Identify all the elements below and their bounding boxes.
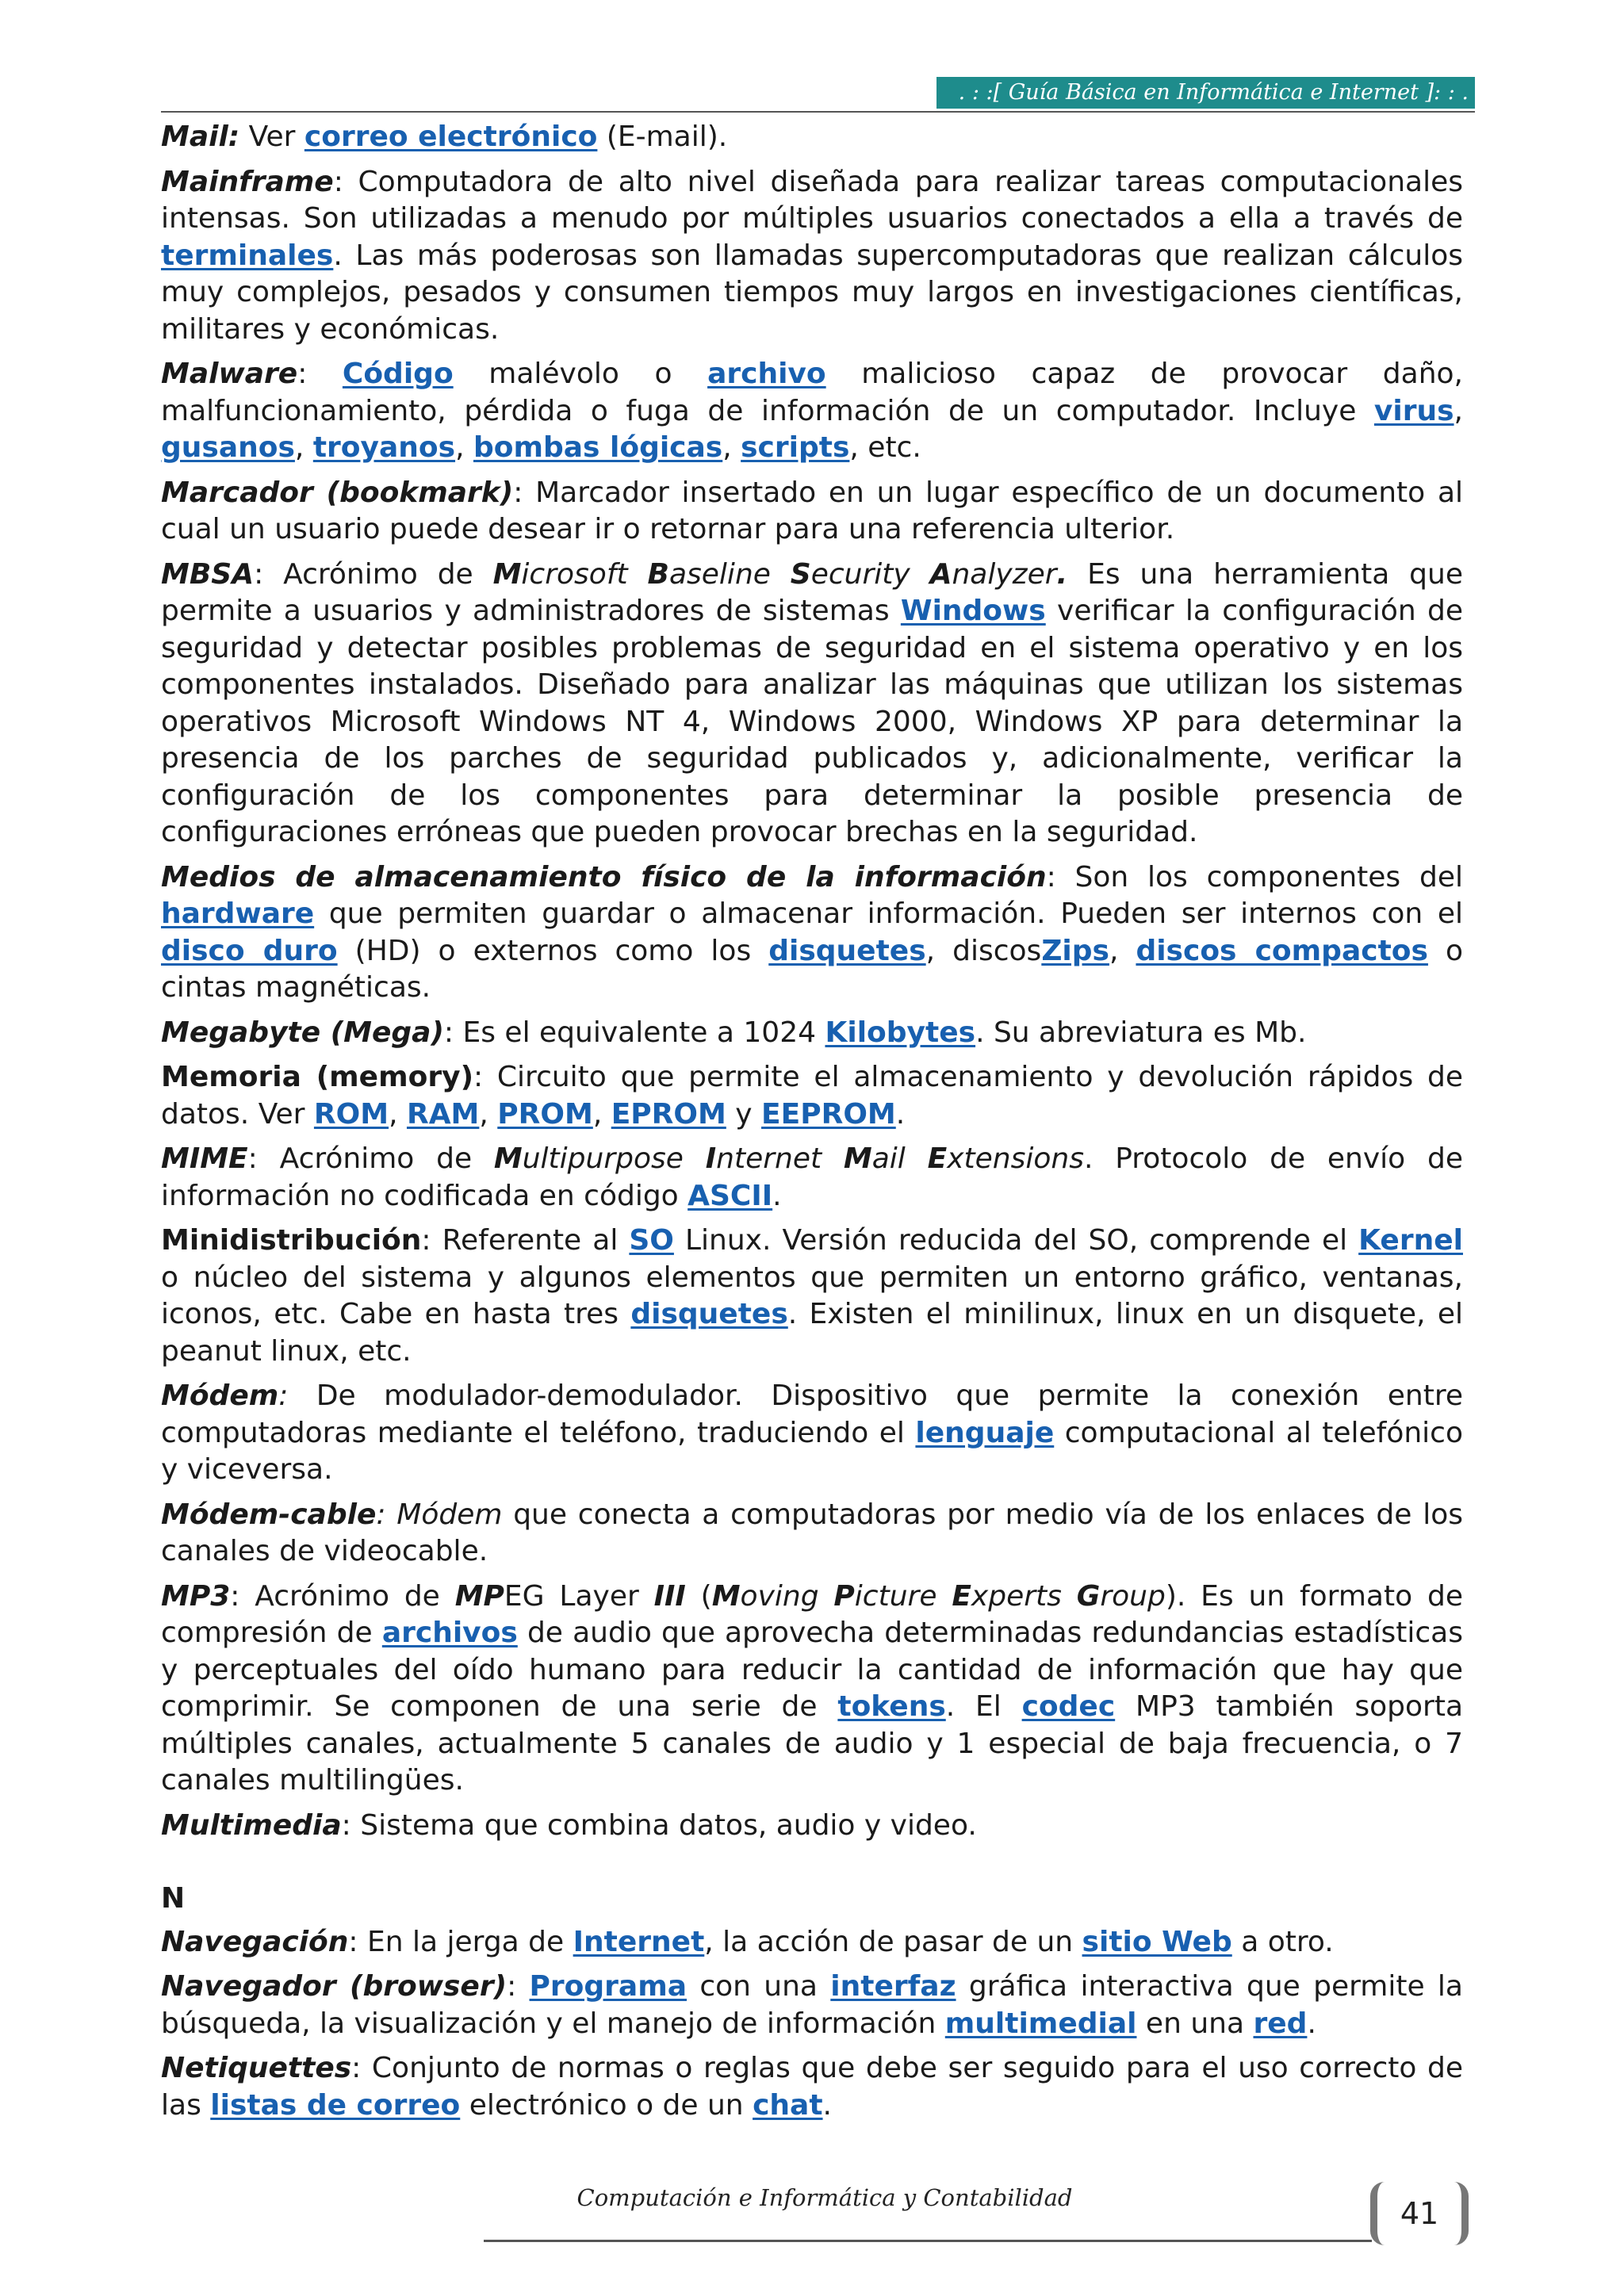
link-chat[interactable]: chat xyxy=(753,2088,823,2122)
link-gusanos[interactable]: gusanos xyxy=(161,431,295,464)
italic-text: xtensions xyxy=(947,1142,1084,1175)
definition-text: : Acrónimo de xyxy=(254,557,493,591)
definition-text: con una xyxy=(687,1970,831,2003)
glossary-term: Mail: xyxy=(161,121,240,153)
glossary-entry-navegador-browser xyxy=(161,1969,1463,2042)
link-archivos[interactable]: archivos xyxy=(381,1617,518,1649)
link-kernel[interactable]: Kernel xyxy=(1358,1224,1463,1257)
italic-text: roup xyxy=(1100,1579,1166,1613)
acronym-letter: M xyxy=(711,1579,741,1613)
section-letter: N xyxy=(161,1882,186,1915)
link-multimedial[interactable]: multimedial xyxy=(944,2007,1137,2040)
glossary-entry-mainframe xyxy=(161,164,1463,349)
definition-text: ( xyxy=(685,1579,712,1613)
glossary-term: Módem-cable xyxy=(161,1498,377,1531)
definition-text: , xyxy=(722,431,741,464)
acronym-letter: M xyxy=(493,1142,523,1175)
link-correo-electronico[interactable]: correo electrónico xyxy=(304,121,598,153)
definition-text: , xyxy=(389,1097,407,1131)
definition-text: malévolo o xyxy=(453,358,708,390)
glossary-term: Medios de almacenamiento físico de la información xyxy=(161,860,1047,894)
header-title: . : :[ Guía Básica en Informática e Internet ]: : . xyxy=(958,80,1469,105)
page-number-box xyxy=(1370,2182,1469,2245)
italic-text: xperts xyxy=(971,1579,1077,1613)
definition-text: malicioso capaz de provocar daño, malfuncionamiento, pérdida o fuga de información de un computador. Incluye xyxy=(161,358,1463,427)
italic-text: nalyzer xyxy=(952,557,1057,591)
definition-text: , la acción de pasar de un xyxy=(704,1925,1082,1958)
definition-text: de audio que aprovecha determinadas redundancias estadísticas y perceptuales del oído humano para reducir la cantidad de información que hay que comprimir. Se componen de una serie de xyxy=(161,1617,1463,1723)
definition-text: que conecta a computadoras por medio vía de los enlaces de los canales de videocable. xyxy=(161,1498,1463,1567)
acronym-letter: . xyxy=(1056,557,1068,591)
definition-text: ). Es un formato de compresión de xyxy=(161,1579,1463,1649)
page-number: 41 xyxy=(1400,2196,1439,2231)
link-kilobytes[interactable]: Kilobytes xyxy=(825,1016,976,1049)
glossary-term: Navegador (browser) xyxy=(161,1970,508,2003)
link-sitio-web[interactable]: sitio Web xyxy=(1082,1925,1232,1958)
acronym-letter: III xyxy=(653,1579,686,1613)
italic-text: icture xyxy=(854,1579,952,1613)
link-windows[interactable]: Windows xyxy=(900,595,1046,627)
definition-text: gráfica interactiva que permite la búsqueda, la visualización y el manejo de información xyxy=(161,1970,1463,2040)
link-virus[interactable]: virus xyxy=(1373,394,1454,427)
definition-text: Ver xyxy=(239,121,304,153)
glossary-entry-mime xyxy=(161,1141,1463,1215)
italic-text: ecurity xyxy=(810,557,930,591)
glossary-entry-mp3 xyxy=(161,1578,1463,1800)
definition-text: a otro. xyxy=(1231,1925,1334,1958)
definition-text: . xyxy=(822,2088,832,2122)
header-banner xyxy=(936,77,1475,109)
definition-text: electrónico o de un xyxy=(460,2088,753,2122)
definition-text: , xyxy=(1109,934,1136,967)
link-internet[interactable]: Internet xyxy=(573,1925,705,1958)
definition-text: : En la jerga de xyxy=(348,1925,573,1958)
glossary-entry-megabyte-mega xyxy=(161,1015,1463,1052)
acronym-letter: M xyxy=(492,557,522,591)
header-divider xyxy=(161,111,1475,113)
italic-text: aseline xyxy=(668,557,791,591)
definition-text: : Son los componentes del xyxy=(1046,860,1463,894)
link-lenguaje[interactable]: lenguaje xyxy=(915,1416,1055,1449)
italic-text: : Módem xyxy=(376,1498,503,1531)
definition-text: , xyxy=(479,1097,498,1131)
acronym-letter: P xyxy=(833,1579,855,1613)
glossary-term: Módem xyxy=(161,1380,279,1412)
definition-text: De modulador-demodulador. Dispositivo que permite la conexión entre computadoras mediante el teléfono, traduciendo el xyxy=(161,1380,1463,1449)
link-red[interactable]: red xyxy=(1253,2007,1308,2040)
definition-text: : Acrónimo de xyxy=(247,1142,494,1175)
glossary-entry-modem xyxy=(161,1378,1463,1489)
link-ascii[interactable]: ASCII xyxy=(688,1179,773,1212)
link-codigo[interactable]: Código xyxy=(342,358,454,390)
definition-text: . Las más poderosas son llamadas supercomputadoras que realizan cálculos muy complejos, pesados y consumen tiempos muy largos en investigaciones científicas, militares y económicas. xyxy=(161,239,1463,346)
glossary-entry-modem-cable xyxy=(161,1497,1463,1571)
definition-text: : Es el equivalente a 1024 xyxy=(443,1016,825,1049)
definition-text: EG Layer xyxy=(504,1579,654,1613)
glossary-term: MBSA xyxy=(161,557,255,591)
definition-text: que permiten guardar o almacenar información. Pueden ser internos con el xyxy=(314,897,1463,930)
definition-text: MP3 también soporta múltiples canales, actualmente 5 canales de audio y 1 especial de baja frecuencia, o 7 canales multilingües. xyxy=(161,1690,1464,1797)
definition-text: : Marcador insertado en un lugar específico de un documento al cual un usuario puede desear ir o retornar para una referencia ulterior. xyxy=(161,476,1464,545)
link-listas-de-correo[interactable]: listas de correo xyxy=(210,2088,461,2122)
definition-text: o cintas magnéticas. xyxy=(161,934,1464,1004)
link-scripts[interactable]: scripts xyxy=(741,431,850,464)
glossary-term: Navegación xyxy=(161,1925,349,1958)
definition-text: : Computadora de alto nivel diseñada para realizar tareas computacionales intensas. Son utilizadas a menudo por múltiples usuarios conectados a ella a través de xyxy=(161,165,1463,235)
glossary-term: Memoria (memory) xyxy=(161,1061,474,1093)
definition-text: . xyxy=(772,1179,782,1212)
definition-text: . xyxy=(1307,2007,1316,2040)
glossary-entry-multimedia xyxy=(161,1808,1463,1845)
italic-text: oving xyxy=(740,1579,834,1613)
acronym-letter: M xyxy=(843,1142,872,1175)
definition-text: . xyxy=(895,1097,906,1131)
definition-text: , xyxy=(455,431,473,464)
link-eeprom[interactable]: EEPROM xyxy=(761,1097,896,1131)
definition-text: , xyxy=(592,1097,611,1131)
link-hardware[interactable]: hardware xyxy=(161,897,315,930)
glossary-term: Marcador (bookmark) xyxy=(161,476,514,509)
glossary-term: Mainframe xyxy=(161,165,334,198)
definition-text: Es una herramienta que permite a usuarios y administradores de sistemas xyxy=(161,557,1463,627)
link-disquetes[interactable]: disquetes xyxy=(768,934,926,967)
definition-text: verificar la configuración de seguridad y detectar posibles problemas de seguridad en el sistema operativo y en los componentes instalados. Diseñado para analizar las máquinas que utilizan los sistemas operativos Microsoft Windows NT 4, Windows 2000, Windows XP para determinar la presencia de los parches de seguridad publicados y, adicionalmente, verificar la configuración de los componentes para determinar la posible presencia de configuraciones erróneas que pueden provocar brechas en la seguridad. xyxy=(161,595,1463,848)
definition-text: computacional al telefónico y viceversa. xyxy=(161,1416,1464,1486)
link-codec[interactable]: codec xyxy=(1021,1690,1116,1723)
definition-text: : Acrónimo de xyxy=(230,1579,455,1613)
definition-text: : Circuito que permite el almacenamiento y devolución rápidos de datos. Ver xyxy=(161,1061,1463,1131)
link-tokens[interactable]: tokens xyxy=(837,1690,946,1723)
acronym-letter: B xyxy=(647,557,669,591)
link-eprom[interactable]: EPROM xyxy=(611,1097,726,1131)
glossary-term: Minidistribución xyxy=(161,1224,422,1257)
definition-text: Linux. Versión reducida del SO, comprende el xyxy=(673,1224,1359,1257)
glossary-entry-medios-de-almacenamiento-fisico-de-la-informacion xyxy=(161,859,1463,1007)
glossary-entry-mail xyxy=(161,119,1463,156)
glossary-term: Multimedia xyxy=(161,1808,342,1842)
glossary-term: Malware xyxy=(161,358,298,390)
link-archivo[interactable]: archivo xyxy=(707,358,826,390)
link-disquetes[interactable]: disquetes xyxy=(630,1298,788,1330)
footer-title: Computación e Informática y Contabilidad xyxy=(576,2184,1073,2211)
acronym-letter: E xyxy=(952,1579,971,1613)
glossary-term: MIME xyxy=(161,1142,248,1175)
glossary-content xyxy=(161,119,1463,2132)
acronym-letter: A xyxy=(929,557,952,591)
glossary-entry-netiquettes xyxy=(161,2050,1463,2124)
italic-text: ail xyxy=(871,1142,928,1175)
link-interfaz[interactable]: interfaz xyxy=(830,1970,956,2003)
definition-text: (HD) o externos como los xyxy=(337,934,769,967)
glossary-section-m xyxy=(161,119,1463,1844)
glossary-term: Megabyte (Mega) xyxy=(161,1016,444,1049)
definition-text: y xyxy=(726,1097,762,1131)
link-programa[interactable]: Programa xyxy=(529,1970,688,2003)
glossary-term: MP3 xyxy=(161,1579,231,1613)
definition-text: . El xyxy=(945,1690,1022,1723)
definition-text: : Conjunto de normas o reglas que debe ser seguido para el uso correcto de las xyxy=(161,2052,1463,2122)
definition-text: , xyxy=(294,431,313,464)
link-so[interactable]: SO xyxy=(629,1224,674,1257)
glossary-entry-malware xyxy=(161,356,1463,467)
glossary-entry-navegacion xyxy=(161,1924,1463,1961)
glossary-entry-memoria-memory xyxy=(161,1059,1463,1133)
glossary-entry-mbsa xyxy=(161,557,1463,851)
link-troyanos[interactable]: troyanos xyxy=(312,431,456,464)
glossary-entry-minidistribucion xyxy=(161,1223,1463,1370)
glossary-section-n xyxy=(161,1924,1463,2125)
definition-text: : xyxy=(507,1970,530,2003)
acronym-letter: I xyxy=(705,1142,717,1175)
italic-text: icrosoft xyxy=(521,557,648,591)
definition-text: , xyxy=(1454,394,1463,427)
definition-text: en una xyxy=(1136,2007,1254,2040)
definition-text: . Existen el minilinux, linux en un disquete, el peanut linux, etc. xyxy=(161,1298,1463,1368)
definition-text: . Su abreviatura es Mb. xyxy=(975,1016,1307,1049)
definition-text: , etc. xyxy=(849,431,921,464)
footer-divider xyxy=(484,2240,1372,2242)
acronym-letter: E xyxy=(927,1142,948,1175)
link-terminales[interactable]: terminales xyxy=(161,239,334,272)
link-zips[interactable]: Zips xyxy=(1041,934,1109,967)
acronym-letter: MP xyxy=(454,1579,504,1613)
italic-text: ultipurpose xyxy=(522,1142,706,1175)
link-ram[interactable]: RAM xyxy=(406,1097,480,1131)
definition-text: o núcleo del sistema y algunos elementos que permiten un entorno gráfico, ventanas, iconos, etc. Cabe en hasta tres xyxy=(161,1261,1463,1330)
link-bombas-logicas[interactable]: bombas lógicas xyxy=(473,431,723,464)
acronym-letter: G xyxy=(1076,1579,1101,1613)
definition-text: : Sistema que combina datos, audio y video. xyxy=(341,1808,977,1842)
glossary-entry-marcador-bookmark xyxy=(161,475,1463,549)
definition-text: . Protocolo de envío de información no codificada en código xyxy=(161,1142,1463,1212)
link-prom[interactable]: PROM xyxy=(497,1097,593,1131)
glossary-term: Netiquettes xyxy=(161,2052,352,2084)
italic-text: : xyxy=(278,1380,289,1412)
link-rom[interactable]: ROM xyxy=(313,1097,389,1131)
acronym-letter: S xyxy=(790,557,811,591)
definition-text: : Referente al xyxy=(421,1224,630,1257)
definition-text: : xyxy=(297,358,343,390)
definition-text: (E-mail). xyxy=(597,121,728,153)
link-disco-duro[interactable]: disco duro xyxy=(161,934,338,967)
definition-text: , discos xyxy=(925,934,1042,967)
italic-text: nternet xyxy=(716,1142,844,1175)
link-discos-compactos[interactable]: discos compactos xyxy=(1136,934,1428,967)
